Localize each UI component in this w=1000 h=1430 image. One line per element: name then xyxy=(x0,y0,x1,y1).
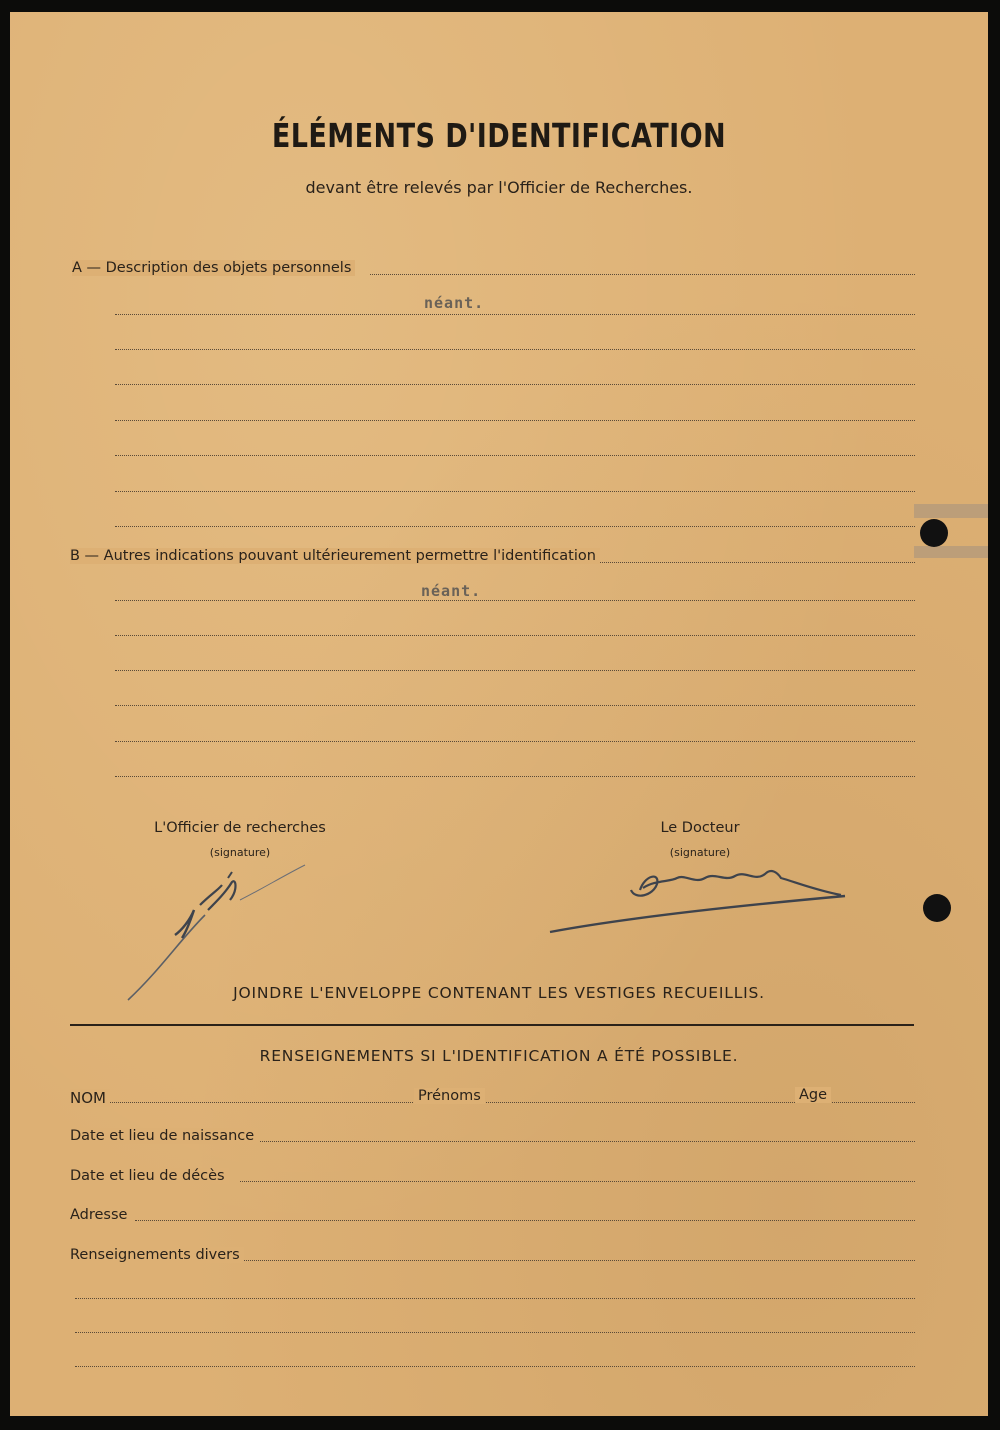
page-subtitle: devant être relevés par l'Officier de Recherches. xyxy=(305,178,693,197)
deces-label: Date et lieu de décès xyxy=(70,1168,229,1184)
section-b-line-2 xyxy=(115,600,915,601)
naissance-label: Date et lieu de naissance xyxy=(70,1128,258,1144)
doctor-caption: (signature) xyxy=(669,846,731,859)
deces-line xyxy=(240,1181,915,1182)
section-b-line-4 xyxy=(115,670,915,671)
section-a-typed-value: néant. xyxy=(424,294,485,312)
naissance-line xyxy=(260,1141,915,1142)
section-a-line-4 xyxy=(115,384,915,385)
instruction-text: JOINDRE L'ENVELOPPE CONTENANT LES VESTIGES RECUEILLIS. xyxy=(233,984,765,1002)
section-a-line-2 xyxy=(115,314,915,315)
divers-line-2 xyxy=(75,1298,915,1299)
nom-label: NOM xyxy=(70,1089,110,1107)
section-b-line-6 xyxy=(115,741,915,742)
adresse-line xyxy=(135,1220,915,1221)
divers-line-1 xyxy=(240,1260,915,1261)
section-b-line-1 xyxy=(590,562,915,563)
divers-line-4 xyxy=(75,1366,915,1367)
section-a-line-6 xyxy=(115,455,915,456)
section-b-typed-value: néant. xyxy=(421,582,482,600)
section-a-line-5 xyxy=(115,420,915,421)
identification-heading: RENSEIGNEMENTS SI L'IDENTIFICATION A ÉTÉ POSSIBLE. xyxy=(259,1047,739,1065)
divers-line-3 xyxy=(75,1332,915,1333)
section-divider xyxy=(70,1024,914,1026)
officer-title: L'Officier de recherches xyxy=(154,820,326,836)
adresse-label: Adresse xyxy=(70,1207,131,1223)
punch-strip-top xyxy=(914,504,988,518)
section-b-label: B — Autres indications pouvant ultérieurement permettre l'identification xyxy=(70,548,600,564)
prenoms-label: Prénoms xyxy=(414,1088,485,1104)
doctor-signature-image xyxy=(545,860,855,940)
punch-hole-top xyxy=(920,519,948,547)
divers-label: Renseignements divers xyxy=(70,1247,244,1263)
section-a-line-1 xyxy=(370,274,915,275)
doctor-title: Le Docteur xyxy=(660,820,740,836)
nom-line xyxy=(70,1102,915,1103)
section-b-line-3 xyxy=(115,635,915,636)
section-a-line-3 xyxy=(115,349,915,350)
age-label: Age xyxy=(795,1087,831,1103)
page-title: ÉLÉMENTS D'IDENTIFICATION xyxy=(271,116,727,155)
section-b-line-5 xyxy=(115,705,915,706)
punch-hole-bottom xyxy=(923,894,951,922)
officer-caption: (signature) xyxy=(209,846,271,859)
document-sheet xyxy=(10,12,988,1416)
punch-strip-bottom xyxy=(914,546,988,558)
section-a-line-7 xyxy=(115,491,915,492)
section-a-line-8 xyxy=(115,526,915,527)
section-b-line-7 xyxy=(115,776,915,777)
section-a-label: A — Description des objets personnels xyxy=(72,260,355,276)
